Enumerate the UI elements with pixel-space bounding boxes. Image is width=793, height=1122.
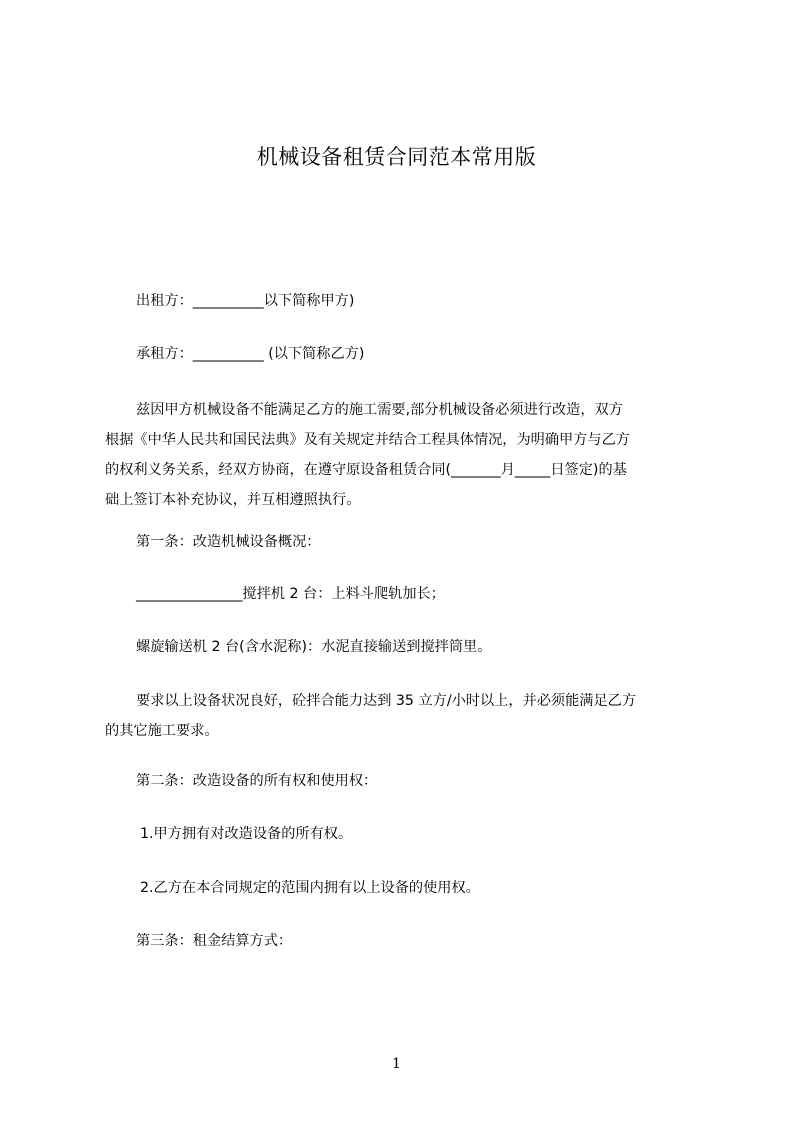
intro-paragraph bbox=[105, 395, 702, 515]
requirement-line: 的其它施工要求。 bbox=[105, 723, 219, 739]
article2-heading: 第二条：改造设备的所有权和使用权： bbox=[136, 773, 378, 789]
lessee-line: 承租方：__________ (以下简称乙方) bbox=[136, 346, 365, 362]
article2-item-2: 2.乙方在本合同规定的范围内拥有以上设备的使用权。 bbox=[140, 880, 480, 896]
document-title: 机械设备租赁合同范本常用版 bbox=[256, 145, 537, 169]
article1-heading: 第一条：改造机械设备概况： bbox=[136, 534, 321, 550]
page-number: 1 bbox=[392, 1056, 401, 1072]
article3-heading: 第三条：租金结算方式： bbox=[136, 933, 293, 949]
conveyor-item: 螺旋输送机 2 台(含水泥称)：水泥直接输送到搅拌筒里。 bbox=[136, 639, 492, 655]
intro-line: 兹因甲方机械设备不能满足乙方的施工需要,部分机械设备必须进行改造，双方 bbox=[136, 402, 623, 418]
lessor-line: 出租方：__________以下简称甲方) bbox=[136, 293, 355, 309]
intro-line: 根据《中华人民共和国民法典》及有关规定并结合工程具体情况，为明确甲方与乙方 bbox=[105, 432, 630, 448]
mixer-item: _______________搅拌机 2 台：上料斗爬轨加长； bbox=[136, 586, 445, 602]
requirement-line: 要求以上设备状况良好，砼拌合能力达到 35 立方/小时以上，并必须能满足乙方 bbox=[136, 693, 637, 709]
intro-line: 的权利义务关系，经双方协商，在遵守原设备租赁合同(_______月_____日签定)的基 bbox=[105, 462, 627, 478]
intro-line: 础上签订本补充协议，并互相遵照执行。 bbox=[105, 492, 361, 508]
requirement-paragraph bbox=[105, 686, 702, 746]
article2-item-1: 1.甲方拥有对改造设备的所有权。 bbox=[140, 826, 353, 842]
